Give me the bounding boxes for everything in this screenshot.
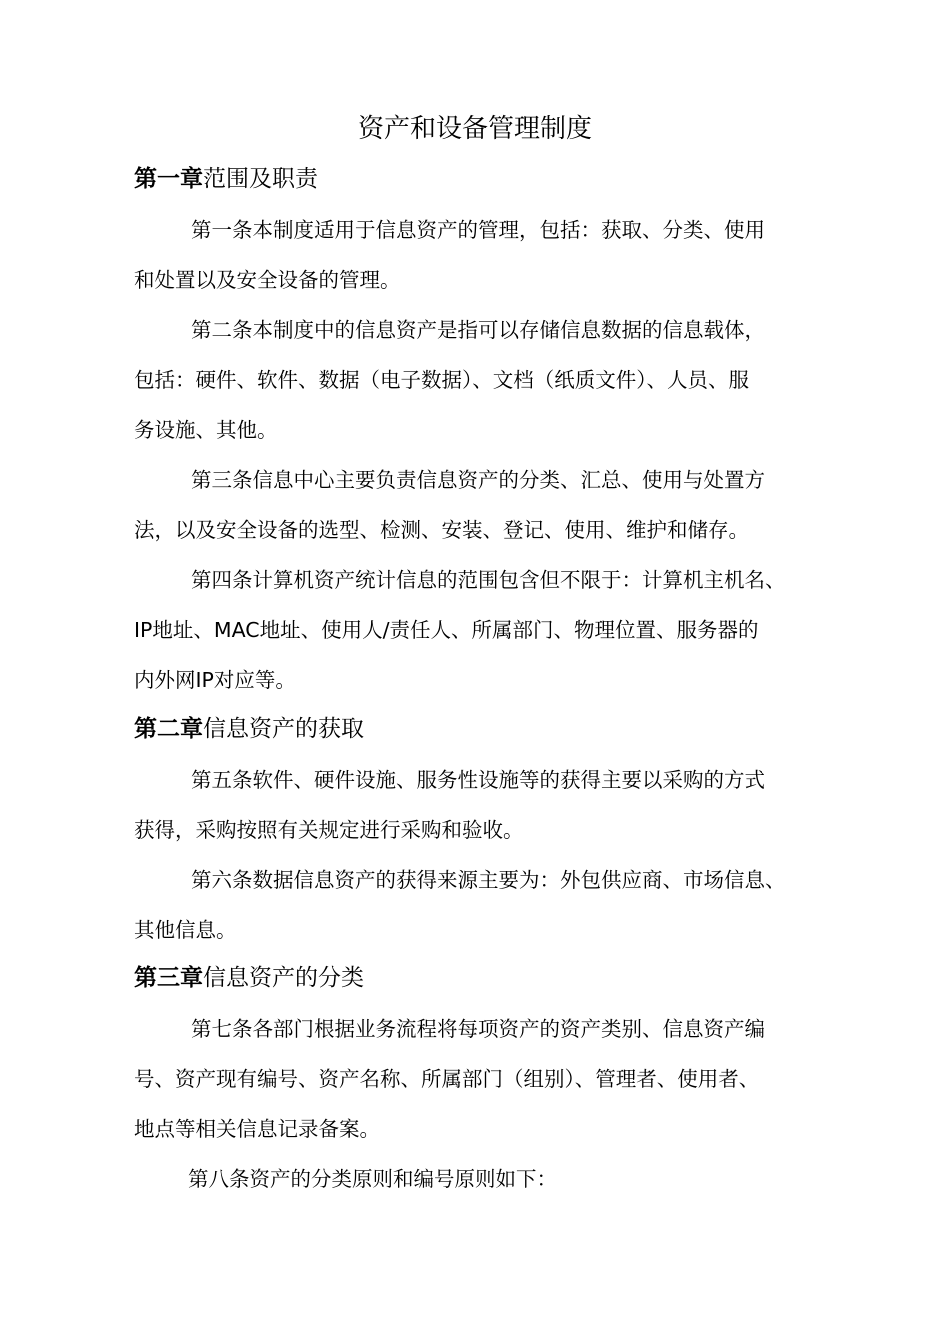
chapter-3-heading (134, 958, 364, 998)
article-7-line-2: 号、资产现有编号、资产名称、所属部门（组别）、管理者、使用者、 (134, 1067, 760, 1091)
chapter-3-number: 第三章 (134, 965, 203, 991)
article-5-line-1: 第五条软件、硬件设施、服务性设施等的获得主要以采购的方式 (191, 768, 765, 792)
article-2-line-3: 务设施、其他。 (134, 418, 278, 442)
article-2-line-1: 第二条本制度中的信息资产是指可以存储信息数据的信息载体， (191, 318, 765, 342)
article-7-line-3: 地点等相关信息记录备案。 (134, 1117, 380, 1141)
article-4-line-2: IP地址、MAC地址、使用人/责任人、所属部门、物理位置、服务器的 (134, 618, 759, 642)
chapter-2-name: 信息资产的获取 (203, 716, 364, 742)
chapter-1-heading (134, 159, 318, 199)
article-8-line-1: 第八条资产的分类原则和编号原则如下： (188, 1167, 557, 1191)
article-4-line-3: 内外网IP对应等。 (134, 668, 296, 692)
article-4-line-1: 第四条计算机资产统计信息的范围包含但不限于：计算机主机名、 (191, 568, 786, 592)
chapter-3-name: 信息资产的分类 (203, 965, 364, 991)
article-6-line-1: 第六条数据信息资产的获得来源主要为：外包供应商、市场信息、 (191, 868, 786, 892)
article-2-line-2: 包括：硬件、软件、数据（电子数据）、文档（纸质文件）、人员、服 (134, 368, 749, 392)
article-3-line-1: 第三条信息中心主要负责信息资产的分类、汇总、使用与处置方 (191, 468, 765, 492)
chapter-2-heading (134, 709, 364, 749)
document-title: 资产和设备管理制度 (357, 114, 592, 144)
article-1-line-2: 和处置以及安全设备的管理。 (134, 268, 401, 292)
article-5-line-2: 获得，采购按照有关规定进行采购和验收。 (134, 818, 524, 842)
article-7-line-1: 第七条各部门根据业务流程将每项资产的资产类别、信息资产编 (191, 1017, 765, 1041)
article-3-line-2: 法，以及安全设备的选型、检测、安装、登记、使用、维护和储存。 (134, 518, 749, 542)
chapter-1-name: 范围及职责 (203, 166, 318, 192)
chapter-1-number: 第一章 (134, 166, 203, 192)
article-1-line-1: 第一条本制度适用于信息资产的管理，包括：获取、分类、使用 (191, 218, 765, 242)
article-6-line-2: 其他信息。 (134, 918, 237, 942)
chapter-2-number: 第二章 (134, 716, 203, 742)
